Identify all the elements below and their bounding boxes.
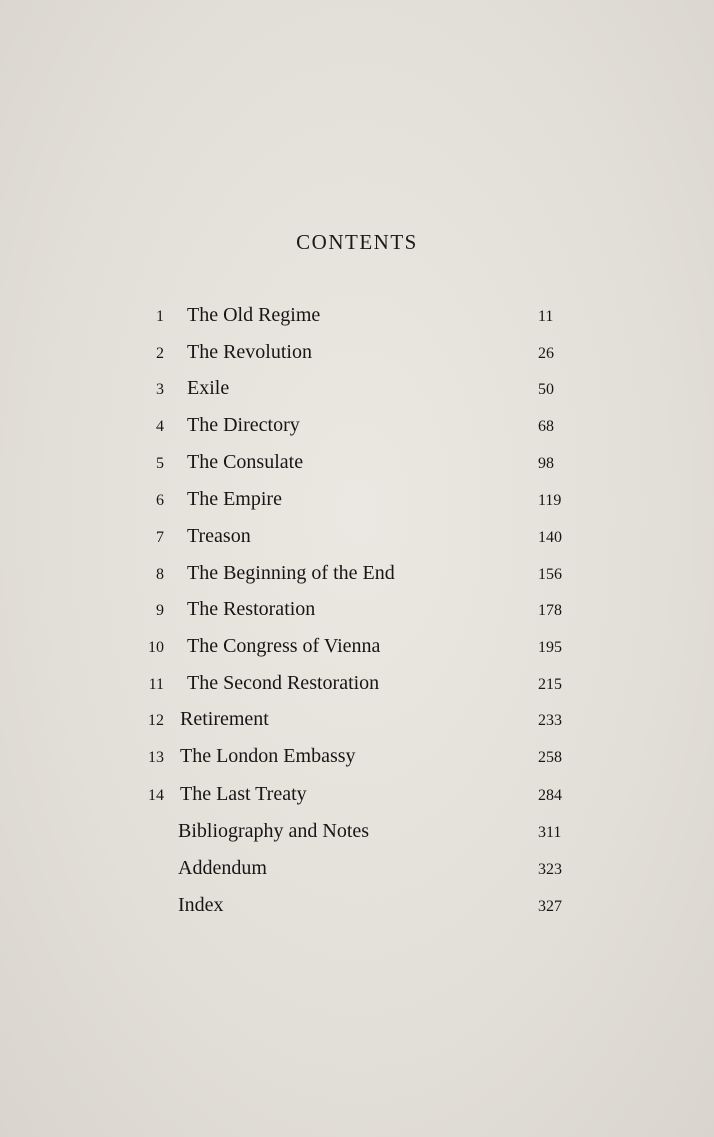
chapter-title: Addendum [178, 857, 267, 879]
toc-entry [0, 672, 714, 702]
chapter-title: Index [178, 894, 224, 916]
chapter-title: The Old Regime [187, 304, 321, 326]
toc-entry [0, 451, 714, 481]
page-number: 195 [538, 639, 562, 656]
page-number: 233 [538, 712, 562, 729]
toc-entry [0, 894, 714, 924]
toc-entry [0, 635, 714, 665]
toc-entry [0, 820, 714, 850]
toc-entry [0, 304, 714, 334]
chapter-title: The Revolution [187, 341, 312, 363]
chapter-number: 6 [156, 492, 164, 509]
chapter-title: Exile [187, 377, 230, 399]
chapter-title: The London Embassy [180, 745, 356, 767]
page-number: 215 [538, 676, 562, 693]
chapter-title: Retirement [180, 708, 269, 730]
chapter-number: 10 [148, 639, 164, 656]
page-number: 156 [538, 566, 562, 583]
chapter-number: 12 [148, 712, 164, 729]
page-number: 311 [538, 824, 562, 841]
page-number: 178 [538, 602, 562, 619]
chapter-number: 14 [148, 787, 164, 804]
chapter-title: The Consulate [187, 451, 304, 473]
page-number: 26 [538, 345, 554, 362]
toc-entry [0, 857, 714, 887]
chapter-title: Bibliography and Notes [178, 820, 370, 842]
toc-entry [0, 414, 714, 444]
page-number: 327 [538, 898, 562, 915]
chapter-number: 9 [156, 602, 164, 619]
toc-entry [0, 341, 714, 371]
chapter-title: The Congress of Vienna [187, 635, 381, 657]
toc-entry [0, 598, 714, 628]
toc-entry [0, 745, 714, 775]
page-number: 68 [538, 418, 554, 435]
chapter-number: 2 [156, 345, 164, 362]
page-number: 11 [538, 308, 554, 325]
chapter-title: The Second Restoration [187, 672, 380, 694]
chapter-number: 11 [148, 676, 164, 693]
chapter-title: The Restoration [187, 598, 316, 620]
chapter-title: Treason [187, 525, 251, 547]
toc-entry [0, 783, 714, 813]
page-number: 284 [538, 787, 562, 804]
chapter-number: 13 [148, 749, 164, 766]
chapter-number: 3 [156, 381, 164, 398]
contents-heading: CONTENTS [296, 230, 418, 254]
chapter-title: The Last Treaty [180, 783, 307, 805]
chapter-number: 4 [156, 418, 164, 435]
page-number: 258 [538, 749, 562, 766]
chapter-number: 5 [156, 455, 164, 472]
page-number: 140 [538, 529, 562, 546]
chapter-number: 7 [156, 529, 164, 546]
chapter-title: The Directory [187, 414, 300, 436]
toc-entry [0, 562, 714, 592]
page-number: 98 [538, 455, 554, 472]
page-number: 119 [538, 492, 562, 509]
page-number: 50 [538, 381, 554, 398]
chapter-title: The Empire [187, 488, 282, 510]
page-number: 323 [538, 861, 562, 878]
chapter-number: 1 [156, 308, 164, 325]
toc-entry [0, 525, 714, 555]
toc-entry [0, 377, 714, 407]
toc-entry [0, 708, 714, 738]
chapter-number: 8 [156, 566, 164, 583]
chapter-title: The Beginning of the End [187, 562, 395, 584]
toc-entry [0, 488, 714, 518]
